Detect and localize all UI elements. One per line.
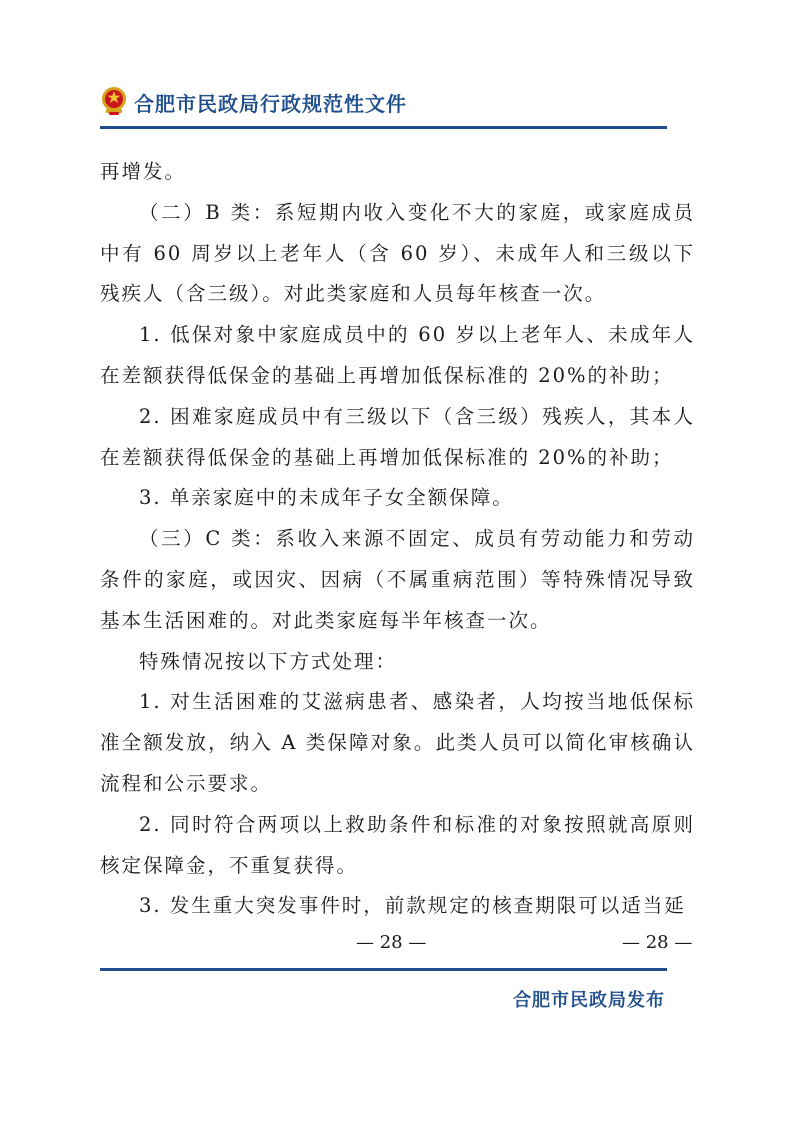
national-emblem-icon bbox=[100, 86, 128, 116]
paragraph: 再增发。 bbox=[100, 160, 187, 183]
paragraph: 1. 低保对象中家庭成员中的 60 岁以上老年人、未成年人在差额获得低保金的基础上再增加低保标准的 20%的补助； bbox=[100, 323, 695, 387]
paragraph: 3. 单亲家庭中的未成年子女全额保障。 bbox=[139, 486, 514, 510]
paragraph: 特殊情况按以下方式处理： bbox=[139, 649, 398, 673]
footer-divider bbox=[100, 968, 667, 971]
footer-publisher: 合肥市民政局发布 bbox=[513, 990, 665, 1011]
header-title: 合肥市民政局行政规范性文件 bbox=[134, 92, 407, 116]
page-number-right: — 28 — bbox=[622, 932, 693, 953]
paragraph: 3. 发生重大突发事件时，前款规定的核查期限可以适当延 bbox=[139, 894, 686, 918]
paragraph: 2. 同时符合两项以上救助条件和标准的对象按照就高原则核定保障金，不重复获得。 bbox=[100, 812, 695, 877]
paragraph: 1. 对生活困难的艾滋病患者、感染者，人均按当地低保标准全额发放，纳入 A 类保障对象。此类人员可以简化审核确认流程和公示要求。 bbox=[100, 690, 695, 795]
paragraph: （二）B 类：系短期内收入变化不大的家庭，或家庭成员中有 60 周岁以上老年人（含 60 岁）、未成年人和三级以下残疾人（含三级）。对此类家庭和人员每年核查一次。 bbox=[100, 200, 695, 306]
page-number-center: — 28 — bbox=[356, 932, 427, 953]
paragraph: （三）C 类：系收入来源不固定、成员有劳动能力和劳动条件的家庭，或因灾、因病（不属重病范围）等特殊情况导致基本生活困难的。对此类家庭每半年核查一次。 bbox=[100, 527, 695, 632]
document-header bbox=[100, 80, 670, 130]
document-body bbox=[100, 152, 695, 927]
paragraph: 2. 困难家庭成员中有三级以下（含三级）残疾人，其本人在差额获得低保金的基础上再增加低保标准的 20%的补助； bbox=[100, 404, 695, 469]
header-divider bbox=[100, 126, 667, 129]
